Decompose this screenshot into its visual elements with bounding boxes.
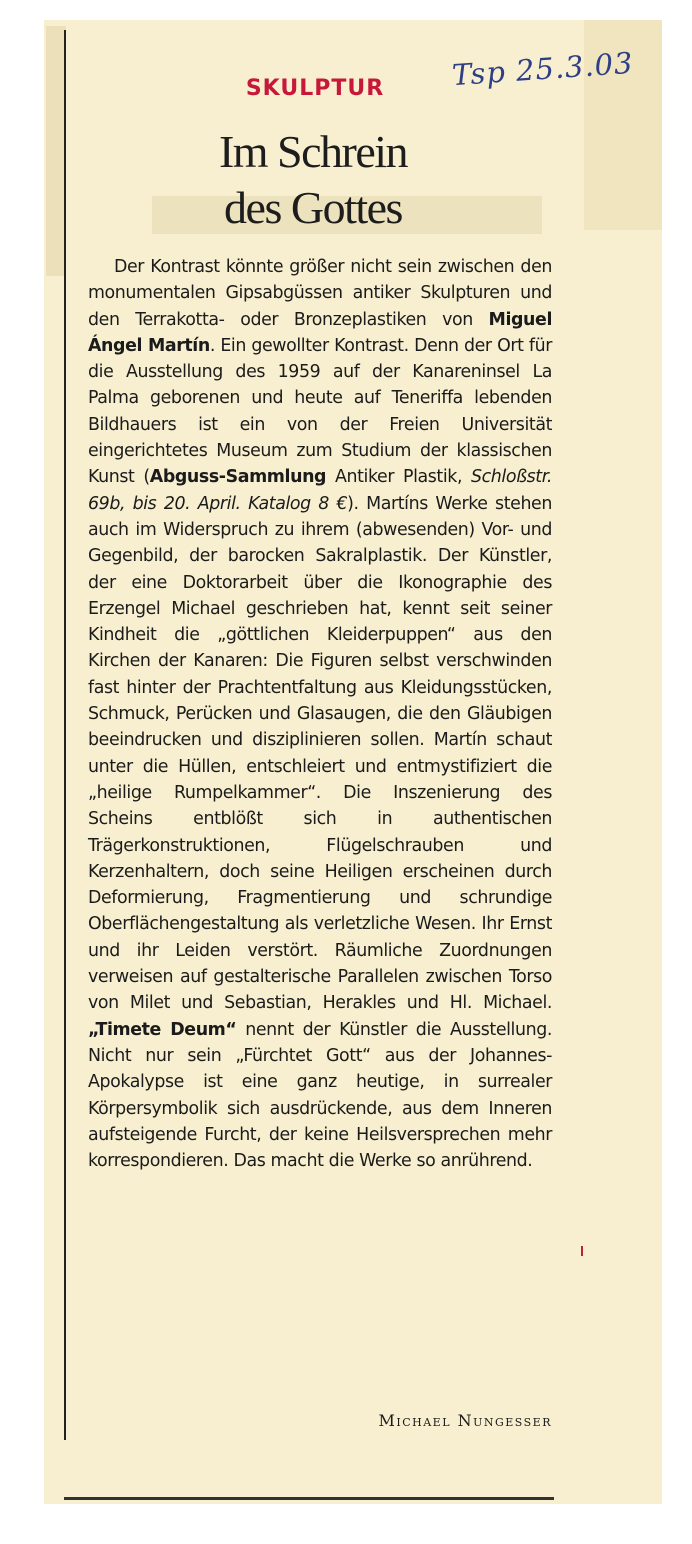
headline-line-2: des Gottes [224,182,402,233]
body-text-5: nennt der Künstler die Ausstellung. Nicht nur sein „Fürchtet Gott“ aus der Johannes-Apokalypse ist eine ganz heutige, in surrealer Körpersymbolik sich ausdrückende, aus dem Inneren aufsteigende Furcht, der keine Heilsversprechen mehr korrespondieren. Das macht die Werke so anrührend. [88,1019,552,1172]
column-rule-bottom [64,1497,554,1500]
section-kicker: SKULPTUR [245,76,385,101]
neighbor-column-bleed-left [46,26,66,276]
headline [150,124,476,236]
exhibition-title: „Timete Deum“ [88,1019,237,1040]
red-pen-mark [581,1246,583,1256]
body-text-1: Der Kontrast könnte größer nicht sein zwischen den monumentalen Gipsabgüssen antiker Skulpturen und den Terrakotta- oder Bronzeplastiken von [88,257,552,330]
author-byline: Michael Nungesser [378,1411,552,1430]
artist-name: Miguel Ángel Martín [88,309,552,356]
body-text-2: . Ein gewollter Kontrast. Denn der Ort für die Ausstellung des 1959 auf der Kanareninsel La Palma geborenen und heute auf Teneriffa lebenden Bildhauers ist ein von der Freien Universität eingerichtetes Museum zum Studium der klassischen Kunst ( [88,335,552,488]
article-body [88,254,552,1174]
headline-line-1: Im Schrein [218,126,408,177]
exhibition-info: Schloßstr. 69b, bis 20. April. Katalog 8 € [88,467,552,514]
body-text-4: ). Martíns Werke stehen auch im Widerspruch zu ihrem (abwesenden) Vor- und Gegenbild, der barocken Sakralplastik. Der Künstler, der eine Doktorarbeit über die Ikonographie des Erzengel Michael geschrieben hat, kennt seit seiner Kindheit die „göttlichen Kleiderpuppen“ aus den Kirchen der Kanaren: Die Figuren selbst verschwinden fast hinter der Prachtentfaltung aus Kleidungsstücken, Schmuck, Perücken und Glasaugen, die den Gläubigen beeindrucken und disziplinieren sollen. Martín schaut unter die Hüllen, entschleiert und entmystifiziert die „heilige Rumpelkammer“. Die Inszenierung des Scheins entblößt sich in authentischen Trägerkonstruktionen, Flügelschrauben und Kerzenhaltern, doch seine Heiligen erscheinen durch Deformierung, Fragmentierung und schrundige Oberflächengestaltung als verletzliche Wesen. Ihr Ernst und ihr Leiden verstört. Räumliche Zuordnungen verweisen auf gestalterische Parallelen zwischen Torso von Milet und Sebastian, Herakles und Hl. Michael. [88,493,552,1014]
body-text-3: Antiker Plastik, [326,467,471,488]
column-rule-left [64,30,66,1440]
handwritten-source-date: Tsp 25.3.03 [451,45,635,93]
article-paragraph [88,254,552,1174]
venue-name: Abguss-Sammlung [149,467,327,488]
